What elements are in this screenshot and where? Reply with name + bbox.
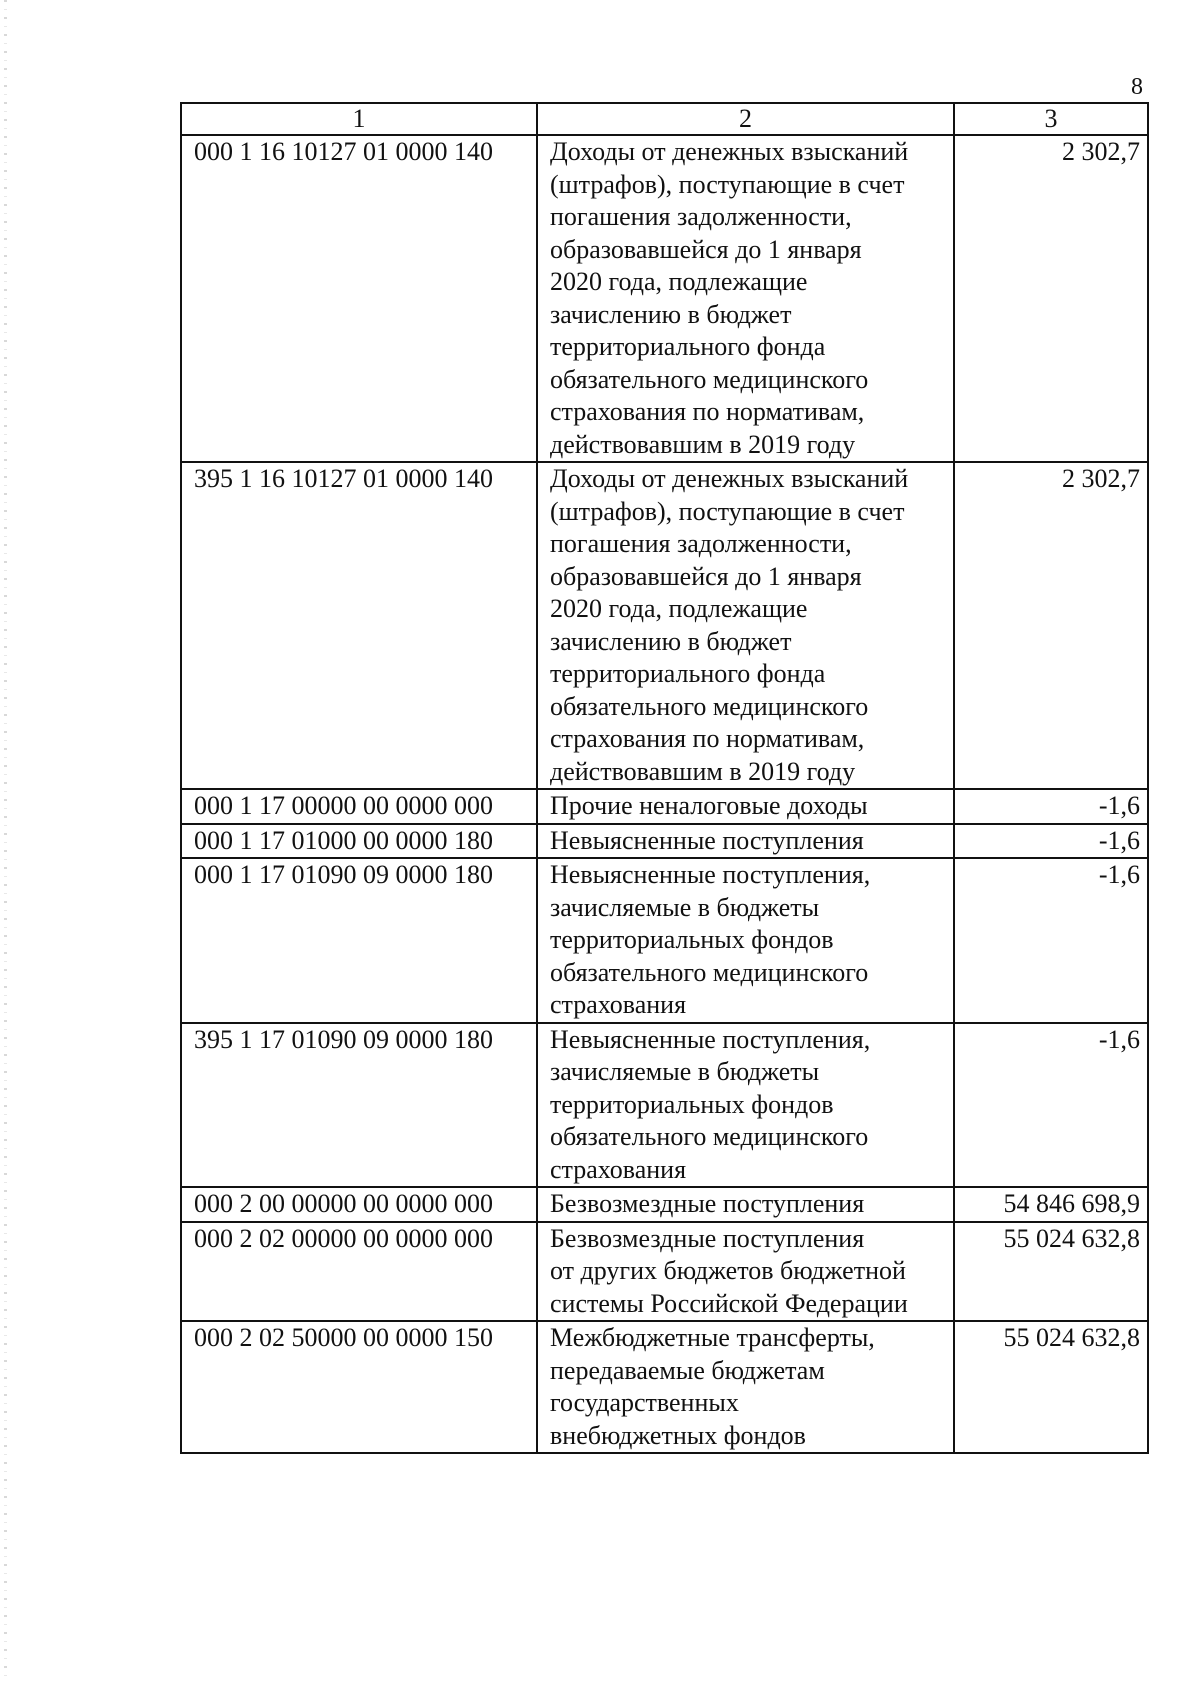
revenue-description: Прочие неналоговые доходы <box>537 789 954 824</box>
budget-code: 000 2 00 00000 00 0000 000 <box>181 1187 537 1222</box>
revenue-description: Межбюджетные трансферты, передаваемые бюджетам государственных внебюджетных фондов <box>537 1321 954 1453</box>
amount-value: 2 302,7 <box>954 462 1148 789</box>
budget-code: 000 1 17 00000 00 0000 000 <box>181 789 537 824</box>
budget-code: 395 1 17 01090 09 0000 180 <box>181 1023 537 1188</box>
table-row <box>181 789 1148 824</box>
revenue-description: Невыясненные поступления, зачисляемые в бюджеты территориальных фондов обязательного медицинского страхования <box>537 1023 954 1188</box>
amount-value: -1,6 <box>954 1023 1148 1188</box>
budget-code: 000 1 16 10127 01 0000 140 <box>181 135 537 462</box>
amount-value: 54 846 698,9 <box>954 1187 1148 1222</box>
amount-value: -1,6 <box>954 824 1148 859</box>
budget-code: 000 1 17 01090 09 0000 180 <box>181 858 537 1023</box>
amount-value: 55 024 632,8 <box>954 1222 1148 1322</box>
table-row <box>181 1222 1148 1322</box>
revenue-description: Доходы от денежных взысканий (штрафов), поступающие в счет погашения задолженности, образовавшейся до 1 января 2020 года, подлежащие зачислению в бюджет территориального фонда обязательного медицинского страхования по нормативам, действовавшим в 2019 году <box>537 462 954 789</box>
column-header-description: 2 <box>537 103 954 135</box>
amount-value: 2 302,7 <box>954 135 1148 462</box>
revenue-description: Доходы от денежных взысканий (штрафов), поступающие в счет погашения задолженности, образовавшейся до 1 января 2020 года, подлежащие зачислению в бюджет территориального фонда обязательного медицинского страхования по нормативам, действовавшим в 2019 году <box>537 135 954 462</box>
table-row <box>181 824 1148 859</box>
column-header-amount: 3 <box>954 103 1148 135</box>
column-header-code: 1 <box>181 103 537 135</box>
revenue-description: Безвозмездные поступления от других бюджетов бюджетной системы Российской Федерации <box>537 1222 954 1322</box>
revenue-description: Невыясненные поступления, зачисляемые в бюджеты территориальных фондов обязательного медицинского страхования <box>537 858 954 1023</box>
budget-code: 395 1 16 10127 01 0000 140 <box>181 462 537 789</box>
amount-value: -1,6 <box>954 858 1148 1023</box>
revenue-description: Безвозмездные поступления <box>537 1187 954 1222</box>
budget-code: 000 2 02 00000 00 0000 000 <box>181 1222 537 1322</box>
scan-edge-artifact <box>4 0 7 1683</box>
amount-value: -1,6 <box>954 789 1148 824</box>
budget-code: 000 2 02 50000 00 0000 150 <box>181 1321 537 1453</box>
table-row <box>181 1321 1148 1453</box>
amount-value: 55 024 632,8 <box>954 1321 1148 1453</box>
table-header-row <box>181 103 1148 135</box>
table-row <box>181 858 1148 1023</box>
table-row <box>181 135 1148 462</box>
page-number: 8 <box>1131 74 1143 100</box>
table-row <box>181 462 1148 789</box>
table-row <box>181 1023 1148 1188</box>
budget-code: 000 1 17 01000 00 0000 180 <box>181 824 537 859</box>
table-row <box>181 1187 1148 1222</box>
revenue-description: Невыясненные поступления <box>537 824 954 859</box>
budget-revenue-table <box>180 102 1149 1454</box>
